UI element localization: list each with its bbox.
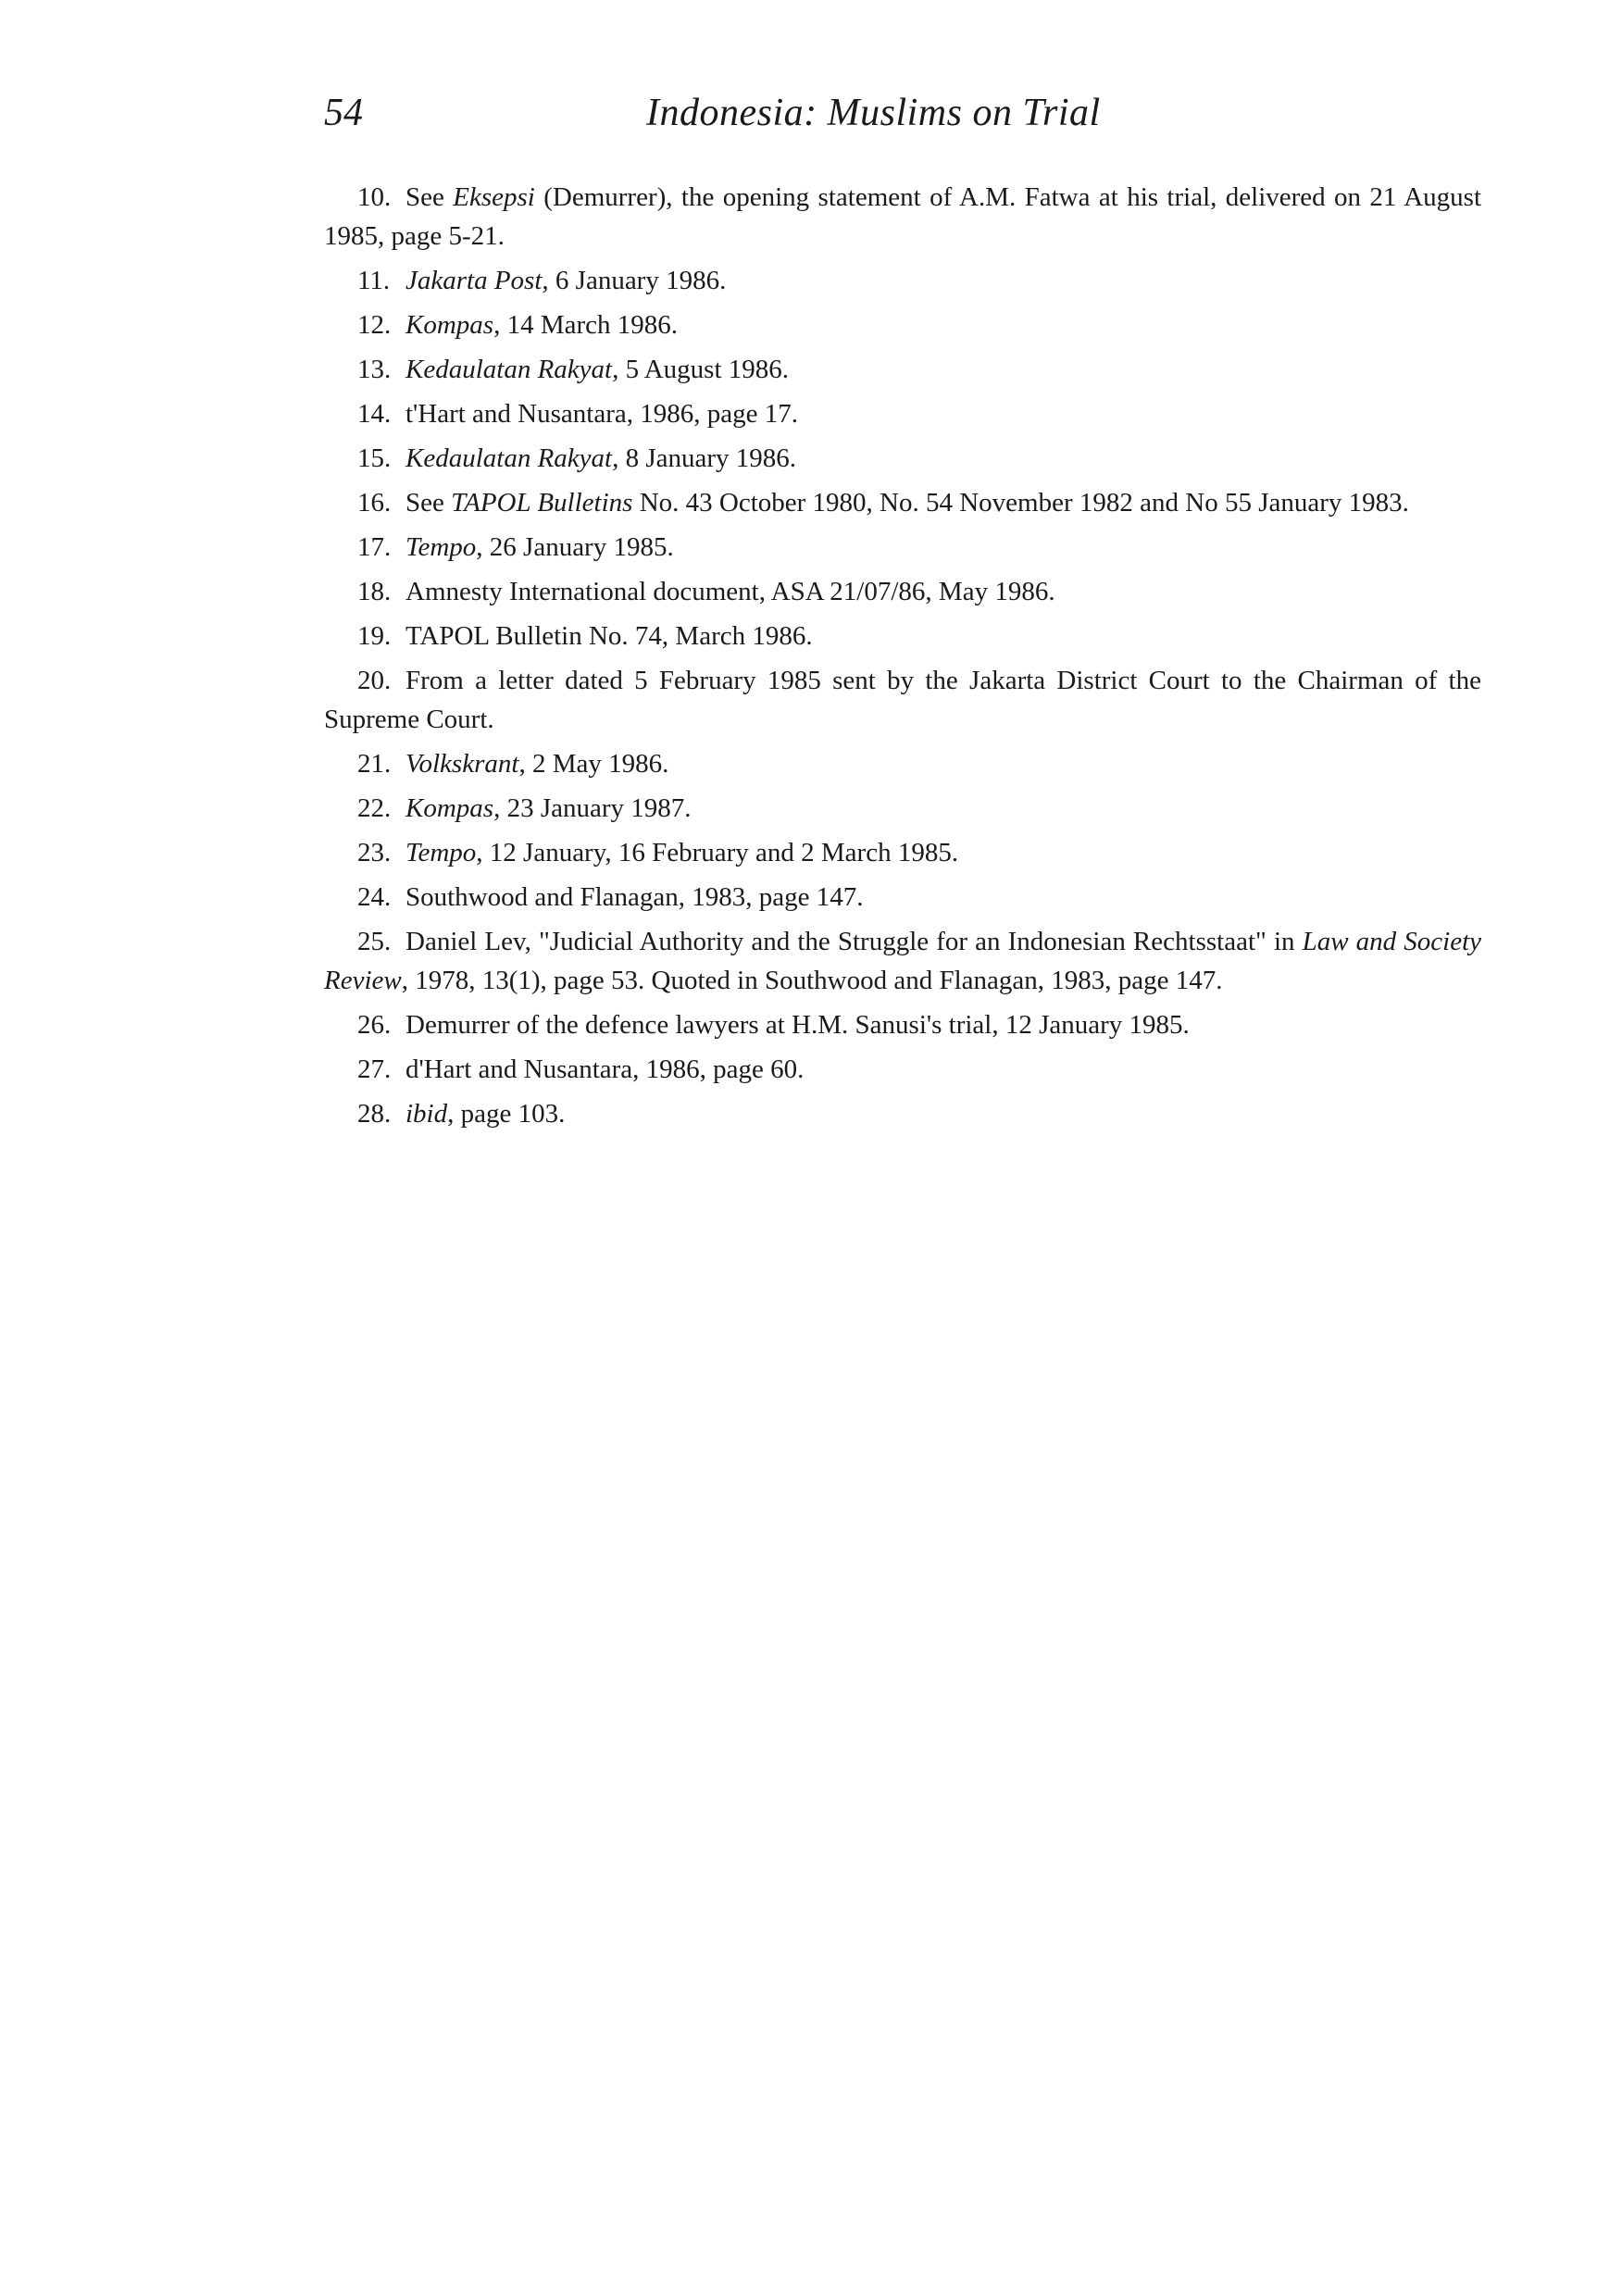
- endnote-28: [324, 1094, 1481, 1133]
- endnote-text: , 12 January, 16 February and 2 March 1985.: [476, 838, 959, 867]
- endnote-text: , 8 January 1986.: [612, 443, 797, 473]
- endnote-text: Demurrer of the defence lawyers at H.M. Sanusi's trial, 12 January 1985.: [406, 1010, 1190, 1040]
- endnote-25: [324, 922, 1481, 1000]
- endnote-text: Amnesty International document, ASA 21/07/86, May 1986.: [406, 577, 1055, 606]
- endnote-number: 25.: [357, 927, 392, 956]
- endnote-number: 24.: [357, 882, 392, 912]
- endnote-italic-text: TAPOL Bulletins: [451, 488, 633, 518]
- endnote-text: , 26 January 1985.: [476, 532, 674, 562]
- endnote-16: [324, 483, 1481, 522]
- endnote-14: [324, 394, 1481, 433]
- endnote-text: , 6 January 1986.: [542, 266, 727, 295]
- endnote-number: 13.: [357, 355, 392, 384]
- endnote-text: d'Hart and Nusantara, 1986, page 60.: [406, 1054, 805, 1084]
- endnote-text: TAPOL Bulletin No. 74, March 1986.: [406, 621, 813, 651]
- endnote-number: 14.: [357, 399, 392, 429]
- endnote-number: 20.: [357, 666, 392, 695]
- endnote-number: 19.: [357, 621, 392, 651]
- endnote-text: (Demurrer), the opening statement of A.M. Fatwa at his trial, delivered on 21 August 1985, page 5-21.: [324, 182, 1482, 251]
- endnote-18: [324, 572, 1481, 611]
- endnote-26: [324, 1005, 1481, 1044]
- endnote-number: 15.: [357, 443, 392, 473]
- endnote-19: [324, 617, 1481, 655]
- endnote-italic-text: Kedaulatan Rakyat: [406, 355, 613, 384]
- endnote-11: [324, 261, 1481, 300]
- endnote-text: , 14 March 1986.: [493, 310, 679, 340]
- running-title: Indonesia: Muslims on Trial: [646, 92, 1101, 134]
- endnote-number: 10.: [357, 182, 392, 212]
- page-number: 54: [324, 92, 363, 134]
- endnote-number: 27.: [357, 1054, 392, 1084]
- endnote-italic-text: Kompas: [406, 310, 494, 340]
- endnote-number: 21.: [357, 749, 392, 779]
- endnote-number: 28.: [357, 1099, 392, 1129]
- endnote-number: 26.: [357, 1010, 392, 1040]
- endnote-italic-text: Law and Society Review: [324, 927, 1482, 995]
- endnote-22: [324, 789, 1481, 828]
- endnote-text: t'Hart and Nusantara, 1986, page 17.: [406, 399, 798, 429]
- endnote-italic-text: ibid: [406, 1099, 448, 1129]
- endnote-italic-text: Eksepsi: [453, 182, 535, 212]
- endnote-italic-text: Jakarta Post: [406, 266, 543, 295]
- endnote-number: 22.: [357, 793, 392, 823]
- endnote-number: 17.: [357, 532, 392, 562]
- endnote-21: [324, 744, 1481, 783]
- endnote-number: 18.: [357, 577, 392, 606]
- endnote-text: , 1978, 13(1), page 53. Quoted in Southwood and Flanagan, 1983, page 147.: [401, 966, 1223, 995]
- endnote-text: See: [406, 488, 452, 518]
- endnote-text: , 23 January 1987.: [493, 793, 692, 823]
- endnote-number: 16.: [357, 488, 392, 518]
- endnote-text: , page 103.: [447, 1099, 566, 1129]
- endnote-27: [324, 1050, 1481, 1089]
- endnotes-list: [324, 178, 1481, 1139]
- endnote-20: [324, 661, 1481, 739]
- endnote-10: [324, 178, 1481, 256]
- endnote-text: Daniel Lev, "Judicial Authority and the Struggle for an Indonesian Rechtsstaat" in: [406, 927, 1303, 956]
- endnote-13: [324, 350, 1481, 389]
- endnote-italic-text: Tempo: [406, 532, 477, 562]
- endnote-number: 23.: [357, 838, 392, 867]
- endnote-24: [324, 878, 1481, 917]
- endnote-italic-text: Kompas: [406, 793, 494, 823]
- endnote-text: From a letter dated 5 February 1985 sent by the Jakarta District Court to the Chairman of the Supreme Court.: [324, 666, 1481, 734]
- endnote-text: , 2 May 1986.: [518, 749, 669, 779]
- endnote-12: [324, 306, 1481, 344]
- endnote-text: See: [406, 182, 454, 212]
- endnote-number: 12.: [357, 310, 392, 340]
- endnote-17: [324, 528, 1481, 567]
- endnote-23: [324, 833, 1481, 872]
- endnote-text: , 5 August 1986.: [612, 355, 790, 384]
- endnote-italic-text: Volkskrant: [406, 749, 519, 779]
- endnote-text: Southwood and Flanagan, 1983, page 147.: [406, 882, 864, 912]
- endnote-italic-text: Tempo: [406, 838, 477, 867]
- running-head: [324, 85, 1472, 141]
- endnote-italic-text: Kedaulatan Rakyat: [406, 443, 613, 473]
- endnote-text: No. 43 October 1980, No. 54 November 1982 and No 55 January 1983.: [632, 488, 1409, 518]
- endnote-number: 11.: [357, 266, 391, 295]
- endnote-15: [324, 439, 1481, 478]
